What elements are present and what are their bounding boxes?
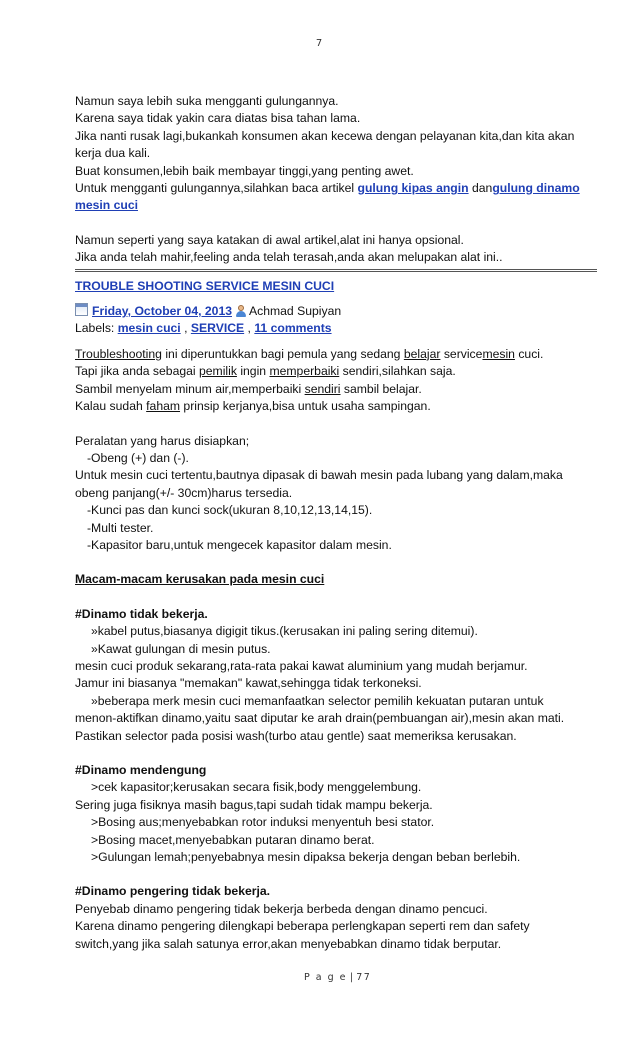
- double-divider: [75, 269, 597, 272]
- link-pemilik[interactable]: pemilik: [199, 364, 237, 379]
- section-line: mesin cuci produk sekarang,rata-rata pakai kawat aluminium yang mudah berjamur.: [75, 658, 528, 673]
- header-page-number: 7: [315, 38, 323, 49]
- text: Kalau sudah: [75, 399, 147, 414]
- tools-note: obeng panjang(+/- 30cm)harus tersedia.: [75, 485, 293, 500]
- section-line: >Bosing aus;menyebabkan rotor induksi menyentuh besi stator.: [91, 815, 435, 830]
- labels-sep: ,: [244, 321, 255, 336]
- post-author: Achmad Supiyan: [249, 304, 342, 319]
- spacer: [75, 745, 600, 762]
- label-mesin-cuci[interactable]: mesin cuci: [117, 321, 181, 336]
- section-line: switch,yang jika salah satunya error,akan menyebabkan dinamo tidak berputar.: [75, 936, 502, 951]
- link-faham[interactable]: faham: [146, 399, 181, 414]
- spacer: [75, 338, 600, 346]
- section-line: Penyebab dinamo pengering tidak bekerja berbeda dengan dinamo pencuci.: [75, 901, 488, 916]
- spacer: [75, 554, 600, 571]
- intro-line: Karena saya tidak yakin cara diatas bisa tahan lama.: [75, 111, 361, 126]
- footer-page-number: 77: [356, 972, 372, 983]
- tools-item: -Kunci pas dan kunci sock(ukuran 8,10,12,13,14,15).: [87, 503, 373, 518]
- text: sendiri,silahkan saja.: [339, 364, 456, 379]
- post-title: [75, 278, 600, 295]
- post-labels: [75, 320, 600, 337]
- body-line: [75, 363, 600, 380]
- text: prinsip kerjanya,bisa untuk usaha sampingan.: [180, 399, 431, 414]
- section-line: Karena dinamo pengering dilengkapi beberapa perlengkapan seperti rem dan safety: [75, 919, 530, 934]
- section-line: »Kawat gulungan di mesin putus.: [91, 641, 271, 656]
- link-troubleshooting[interactable]: Troubleshooting: [75, 346, 162, 361]
- post-title-link[interactable]: TROUBLE SHOOTING SERVICE MESIN CUCI: [75, 278, 335, 293]
- intro-line: kerja dua kali.: [75, 146, 151, 161]
- calendar-icon: [75, 303, 88, 316]
- link-memperbaiki[interactable]: memperbaiki: [269, 364, 340, 379]
- intro-link-prefix: Untuk mengganti gulungannya,silahkan baca artikel: [75, 181, 358, 196]
- labels-sep: ,: [180, 321, 191, 336]
- section-line: Sering juga fisiknya masih bagus,tapi sudah tidak mampu bekerja.: [75, 797, 433, 812]
- tools-item: -Kapasitor baru,untuk mengecek kapasitor dalam mesin.: [87, 537, 392, 552]
- intro-line: Buat konsumen,lebih baik membayar tinggi,yang penting awet.: [75, 163, 414, 178]
- label-service[interactable]: SERVICE: [190, 321, 245, 336]
- labels-prefix: Labels:: [75, 321, 118, 336]
- link-mesin[interactable]: mesin: [482, 346, 515, 361]
- text: service: [440, 346, 483, 361]
- tools-note: Untuk mesin cuci tertentu,bautnya dipasak di bawah mesin pada lubang yang dalam,maka: [75, 468, 563, 483]
- spacer: [75, 215, 600, 232]
- text: ingin: [236, 364, 270, 379]
- text: ini diperuntukkan bagi pemula yang sedang: [161, 346, 404, 361]
- intro-link-mid: dan: [468, 181, 493, 196]
- intro-link-line: [75, 180, 600, 197]
- damage-heading: Macam-macam kerusakan pada mesin cuci: [75, 572, 325, 587]
- section-line: »beberapa merk mesin cuci memanfaatkan selector pemilih kekuatan putaran untuk: [91, 693, 544, 708]
- section-line: >Gulungan lemah;penyebabnya mesin dipaksa bekerja dengan beban berlebih.: [91, 850, 521, 865]
- text: cuci.: [514, 346, 544, 361]
- footer-label: P a g e: [304, 972, 347, 983]
- section-title: #Dinamo tidak bekerja.: [75, 606, 208, 621]
- user-icon: [236, 305, 246, 317]
- closing-line: Jika anda telah mahir,feeling anda telah terasah,anda akan melupakan alat ini..: [75, 250, 503, 265]
- section-line: >cek kapasitor;kerusakan secara fisik,body menggelembung.: [91, 780, 422, 795]
- tools-heading: Peralatan yang harus disiapkan;: [75, 433, 250, 448]
- section-line: menon-aktifkan dinamo,yaitu saat diputar ke arah drain(pembuangan air),mesin akan mati.: [75, 711, 565, 726]
- body-line: [75, 346, 600, 363]
- section-line: >Bosing macet,menyebabkan putaran dinamo berat.: [91, 832, 375, 847]
- spacer: [75, 295, 600, 303]
- intro-link-line-cont: [75, 197, 600, 214]
- section-title: #Dinamo pengering tidak bekerja.: [75, 884, 271, 899]
- spacer: [75, 416, 600, 433]
- body-line: [75, 398, 600, 415]
- footer-separator: |: [350, 972, 354, 983]
- closing-line: Namun seperti yang saya katakan di awal artikel,alat ini hanya opsional.: [75, 232, 464, 247]
- section-line: Pastikan selector pada posisi wash(turbo atau gentle) saat memeriksa kerusakan.: [75, 728, 517, 743]
- section-title: #Dinamo mendengung: [75, 763, 207, 777]
- section-line: »kabel putus,biasanya digigit tikus.(kerusakan ini paling sering ditemui).: [91, 624, 478, 639]
- text: sambil belajar.: [340, 381, 422, 396]
- post-meta: [75, 303, 600, 320]
- link-belajar[interactable]: belajar: [403, 346, 441, 361]
- text: Tapi jika anda sebagai: [75, 364, 199, 379]
- text: Sambil menyelam minum air,memperbaiki: [75, 381, 305, 396]
- comments-link[interactable]: 11 comments: [254, 321, 332, 336]
- tools-item: -Multi tester.: [87, 520, 154, 535]
- body-line: [75, 381, 600, 398]
- section-line: Jamur ini biasanya "memakan" kawat,sehingga tidak terkoneksi.: [75, 676, 422, 691]
- intro-line: Namun saya lebih suka mengganti gulungannya.: [75, 94, 339, 108]
- tools-item: -Obeng (+) dan (-).: [87, 450, 189, 465]
- spacer: [75, 866, 600, 883]
- link-gulung-dinamo[interactable]: gulung dinamo: [492, 181, 580, 196]
- intro-line: Jika nanti rusak lagi,bukankah konsumen akan kecewa dengan pelayanan kita,dan kita akan: [75, 128, 575, 143]
- link-gulung-kipas-angin[interactable]: gulung kipas angin: [357, 181, 469, 196]
- link-sendiri[interactable]: sendiri: [304, 381, 341, 396]
- spacer: [75, 589, 600, 606]
- link-gulung-dinamo-cont[interactable]: mesin cuci: [75, 198, 138, 213]
- page-footer: [304, 972, 371, 983]
- document-body: [75, 93, 600, 953]
- post-date-link[interactable]: Friday, October 04, 2013: [92, 304, 232, 319]
